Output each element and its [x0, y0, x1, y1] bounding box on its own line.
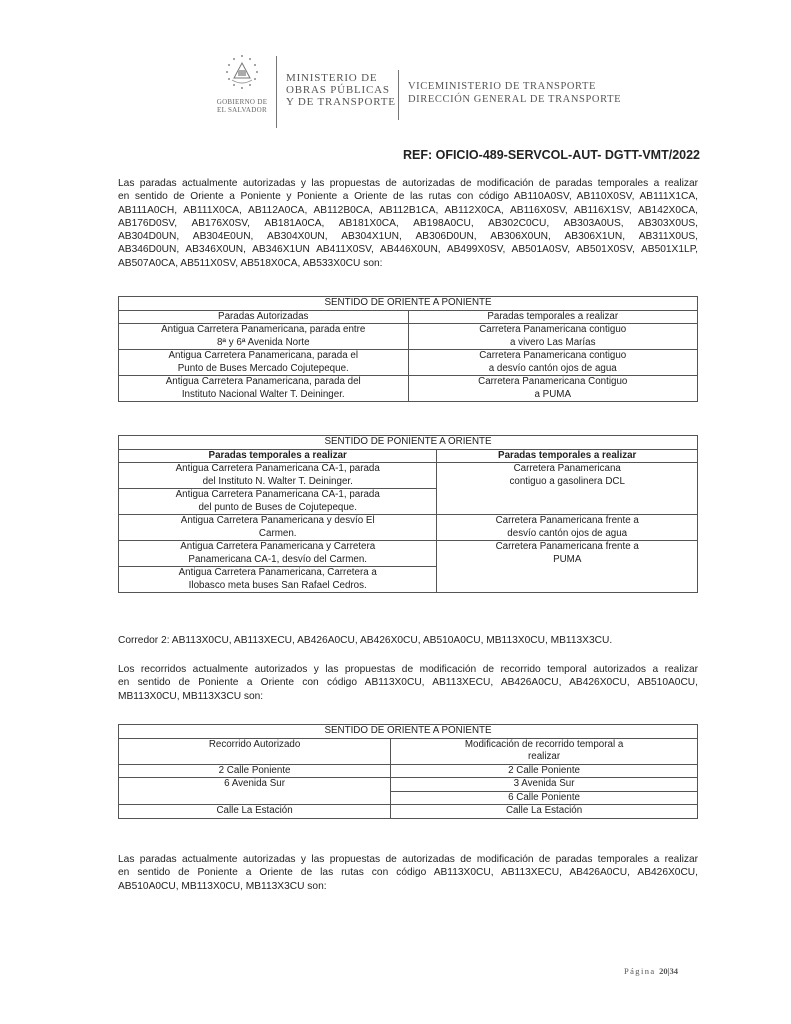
cell-line: a PUMA: [534, 388, 571, 400]
cell-line: desvío cantón ojos de agua: [507, 527, 628, 539]
cell-line: Antigua Carretera Panamericana y Carretera: [180, 541, 376, 552]
cell: Calle La Estación: [119, 805, 391, 819]
cell: 2 Calle Poniente: [119, 764, 391, 778]
ministry-name: [286, 72, 396, 108]
cell-line: Carretera Panamericana contiguo: [479, 324, 627, 335]
paragraph-line: Los recorridos actualmente autorizados y las propuestas de modificación de recorrido temporal autorizados a realizar: [118, 664, 698, 675]
cell-line: Panamericana CA-1, desvío del Carmen.: [188, 553, 368, 565]
cell: 3 Avenida Sur: [391, 778, 698, 792]
cell: 6 Avenida Sur: [119, 778, 391, 805]
table-row: [119, 463, 698, 489]
cell: 2 Calle Poniente: [391, 764, 698, 778]
table-row: [119, 805, 698, 819]
vice-line: VICEMINISTERIO DE TRANSPORTE: [408, 81, 597, 92]
paragraph-1: [118, 177, 698, 270]
paragraph-line: MB113X0CU, MB113X3CU son:: [118, 690, 264, 702]
paragraph-line: en sentido de Poniente a Oriente con código AB113X0CU, AB113XECU, AB426A0CU, AB426X0CU, AB510A0CU,: [118, 677, 698, 689]
cell-line: Carretera Panamericana frente a: [495, 541, 639, 552]
viceministry-name: [408, 80, 621, 106]
table-oriente-poniente-paradas: [118, 296, 698, 402]
cell-line: Carretera Panamericana: [513, 463, 621, 474]
cell-line: Antigua Carretera Panamericana, parada entre: [161, 324, 366, 335]
cell-line: Antigua Carretera Panamericana CA-1, parada: [175, 489, 380, 500]
cell-line: Carretera Panamericana Contiguo: [478, 376, 628, 387]
ministry-line: MINISTERIO DE: [286, 72, 378, 84]
cell-line: Antigua Carretera Panamericana, parada el: [168, 350, 359, 361]
cell-line: Carretera Panamericana frente a: [495, 515, 639, 526]
column-header: Paradas temporales a realizar: [408, 310, 698, 324]
cell-line: PUMA: [553, 553, 582, 565]
cell-line: del Instituto N. Walter T. Deininger.: [202, 475, 353, 487]
table-row: [119, 515, 698, 541]
table-poniente-oriente-paradas: [118, 435, 698, 593]
ministry-line: Y DE TRANSPORTE: [286, 96, 396, 108]
page-number: Página 20|34: [624, 966, 678, 976]
cell-line: Carmen.: [258, 527, 297, 539]
cell-line: contiguo a gasolinera DCL: [509, 475, 625, 487]
el-salvador-seal-icon: [212, 50, 272, 130]
cell-line: Carretera Panamericana contiguo: [479, 350, 627, 361]
paragraph-line: AB304D0UN, AB304E0UN, AB304X0UN, AB304X1UN, AB306D0UN, AB306X0UN, AB306X1UN, AB311X0US,: [118, 231, 698, 243]
header-divider: [398, 70, 399, 120]
reference-number: REF: OFICIO-489-SERVCOL-AUT- DGTT-VMT/2022: [402, 148, 700, 162]
cell-line: a desvío cantón ojos de agua: [488, 362, 617, 374]
paragraph-line: en sentido de Oriente a Poniente y Poniente a Oriente de las rutas con código AB110A0SV, AB110X0SV, AB111X1CA,: [118, 191, 698, 203]
cell-line: del punto de Buses de Cojutepeque.: [198, 501, 357, 513]
ministry-line: OBRAS PÚBLICAS: [286, 84, 390, 96]
paragraph-line: AB111A0CH, AB111X0CA, AB112A0CA, AB112B0CA, AB112B1CA, AB112X0CA, AB116X0SV, AB116X1SV, AB142X0CA,: [118, 204, 698, 216]
vice-line: DIRECCIÓN GENERAL DE TRANSPORTE: [408, 94, 622, 105]
cell-line: Punto de Buses Mercado Cojutepeque.: [177, 362, 349, 374]
letterhead: [212, 50, 632, 130]
cell-line: Ilobasco meta buses San Rafael Cedros.: [188, 579, 367, 591]
header-divider: [276, 56, 277, 128]
table-row: [119, 764, 698, 778]
paragraph-2: [118, 663, 698, 703]
cell: 6 Calle Poniente: [391, 791, 698, 805]
paragraph-line: AB346D0UN, AB346X0UN, AB346X1UN AB411X0SV, AB446X0UN, AB499X0SV, AB501A0SV, AB501X0SV, AB501X1LP,: [118, 244, 698, 256]
page-label: Página: [624, 966, 656, 976]
cell-line: Antigua Carretera Panamericana, parada del: [165, 376, 361, 387]
cell-line: a vivero Las Marías: [510, 336, 596, 348]
table-title: SENTIDO DE ORIENTE A PONIENTE: [119, 725, 698, 739]
column-header: Modificación de recorrido temporal a: [464, 738, 624, 750]
page-total: 34: [669, 966, 678, 976]
column-header: realizar: [528, 751, 561, 762]
paragraph-line: AB510A0CU, MB113X0CU, MB113X3CU son:: [118, 880, 327, 892]
table-row: [119, 324, 698, 350]
table-title: SENTIDO DE ORIENTE A PONIENTE: [119, 297, 698, 311]
column-header: Recorrido Autorizado: [119, 738, 391, 764]
paragraph-line: Las paradas actualmente autorizadas y las propuestas de autorizadas de modificación de paradas temporales a realizar: [118, 854, 698, 865]
cell-line: Instituto Nacional Walter T. Deininger.: [181, 388, 345, 400]
column-header: Paradas temporales a realizar: [437, 449, 698, 463]
cell-line: Antigua Carretera Panamericana, Carretera a: [178, 567, 377, 578]
cell: Calle La Estación: [391, 805, 698, 819]
table-title: SENTIDO DE PONIENTE A ORIENTE: [119, 436, 698, 450]
column-header: Paradas Autorizadas: [119, 310, 409, 324]
table-row: [119, 350, 698, 376]
column-header: Paradas temporales a realizar: [119, 449, 437, 463]
corredor-line: Corredor 2: AB113X0CU, AB113XECU, AB426A0CU, AB426X0CU, AB510A0CU, MB113X0CU, MB113X3CU.: [118, 635, 613, 646]
table-row: [119, 376, 698, 402]
table-row: [119, 778, 698, 792]
gov-line: EL SALVADOR: [217, 106, 267, 114]
table-row: [119, 541, 698, 567]
gov-line: GOBIERNO DE: [216, 98, 268, 106]
paragraph-line: Las paradas actualmente autorizadas y las propuestas de autorizadas de modificación de paradas temporales a realizar: [118, 178, 698, 189]
table-recorrido: [118, 724, 698, 819]
paragraph-line: en sentido de Poniente a Oriente de las rutas con código AB113X0CU, AB113XECU, AB426A0CU, AB426X0CU,: [118, 867, 698, 879]
cell-line: Antigua Carretera Panamericana CA-1, parada: [175, 463, 380, 474]
page-current: 20: [659, 966, 668, 976]
cell-line: 8ª y 6ª Avenida Norte: [216, 336, 310, 348]
paragraph-3: [118, 853, 698, 893]
paragraph-line: AB176D0SV, AB176X0SV, AB181A0CA, AB181X0CA, AB198A0CU, AB302C0CU, AB303A0US, AB303X0US,: [118, 217, 698, 229]
cell-line: Antigua Carretera Panamericana y desvío El: [180, 515, 375, 526]
paragraph-line: AB507A0CA, AB511X0SV, AB518X0CA, AB533X0CU son:: [118, 257, 383, 269]
